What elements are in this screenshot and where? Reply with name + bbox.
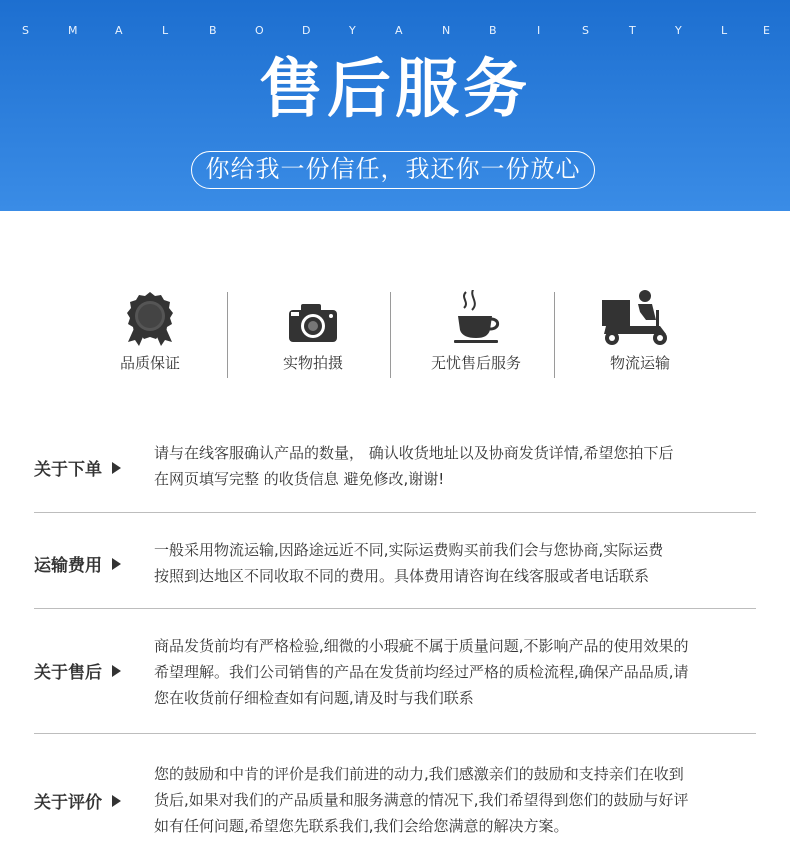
body-line: 您的鼓励和中肯的评价是我们前进的动力,我们感激亲们的鼓励和支持亲们在收到 xyxy=(154,765,684,783)
brand-letter: N xyxy=(442,24,451,37)
section-heading-text: 关于评价 xyxy=(34,793,102,813)
section-body xyxy=(154,633,754,711)
header-banner xyxy=(0,0,790,211)
brand-letter: O xyxy=(255,24,264,37)
brand-letter: M xyxy=(68,24,78,37)
brand-letter: B xyxy=(209,24,217,37)
divider xyxy=(390,292,391,378)
section-heading-text: 关于下单 xyxy=(34,460,102,480)
section-body xyxy=(154,537,754,589)
brand-letter: Y xyxy=(675,24,682,37)
body-line: 按照到达地区不同收取不同的费用。具体费用请咨询在线客服或者电话联系 xyxy=(154,567,650,585)
brand-letter: E xyxy=(763,24,770,37)
feature-photo xyxy=(233,290,393,380)
section-ordering xyxy=(34,440,756,500)
coffee-cup-icon xyxy=(396,290,556,348)
body-line: 在网页填写完整 的收货信息 避免修改,谢谢! xyxy=(154,470,445,488)
feature-label: 物流运输 xyxy=(609,354,670,372)
brand-letter: T xyxy=(629,24,636,37)
section-divider xyxy=(34,608,756,609)
divider xyxy=(227,292,228,378)
brand-letter: L xyxy=(162,24,169,37)
feature-strip xyxy=(70,290,730,380)
section-after-sales xyxy=(34,633,756,713)
body-line: 希望理解。我们公司销售的产品在发货前均经过严格的质检流程,确保产品品质,请 xyxy=(154,663,689,681)
page-title: 售后服务 xyxy=(259,53,531,127)
play-arrow-icon xyxy=(112,665,121,677)
brand-letter: L xyxy=(721,24,728,37)
section-heading xyxy=(34,455,121,480)
section-shipping-fee xyxy=(34,537,756,597)
section-divider xyxy=(34,733,756,734)
delivery-scooter-icon xyxy=(560,290,720,348)
section-heading xyxy=(34,551,121,576)
brand-letter: A xyxy=(115,24,123,37)
brand-letters xyxy=(0,24,790,40)
brand-letter: D xyxy=(302,24,311,37)
feature-label: 品质保证 xyxy=(119,354,180,372)
brand-letter: A xyxy=(395,24,403,37)
body-line: 如有任何问题,希望您先联系我们,我们会给您满意的解决方案。 xyxy=(154,817,569,835)
slogan-pill: 你给我一份信任，我还你一份放心 xyxy=(191,151,595,189)
body-line: 货后,如果对我们的产品质量和服务满意的情况下,我们希望得到您们的鼓励与好评 xyxy=(154,791,689,809)
feature-service xyxy=(396,290,556,380)
brand-letter: Y xyxy=(349,24,356,37)
brand-letter: I xyxy=(537,24,541,37)
section-heading xyxy=(34,658,121,683)
feature-quality xyxy=(70,290,230,380)
section-heading-text: 关于售后 xyxy=(34,663,102,683)
play-arrow-icon xyxy=(112,462,121,474)
divider xyxy=(554,292,555,378)
section-reviews xyxy=(34,761,756,841)
feature-shipping xyxy=(560,290,720,380)
section-divider xyxy=(34,512,756,513)
body-line: 一般采用物流运输,因路途远近不同,实际运费购买前我们会与您协商,实际运费 xyxy=(154,541,664,559)
body-line: 商品发货前均有严格检验,细微的小瑕疵不属于质量问题,不影响产品的使用效果的 xyxy=(154,637,689,655)
feature-label: 实物拍摄 xyxy=(282,354,343,372)
section-body xyxy=(154,440,754,492)
feature-label: 无忧售后服务 xyxy=(430,354,521,372)
section-heading-text: 运输费用 xyxy=(34,556,102,576)
body-line: 请与在线客服确认产品的数量， 确认收货地址以及协商发货详情,希望您拍下后 xyxy=(154,444,674,462)
play-arrow-icon xyxy=(112,558,121,570)
camera-icon xyxy=(233,290,393,348)
brand-letter: B xyxy=(489,24,497,37)
brand-letter: S xyxy=(22,24,29,37)
section-body xyxy=(154,761,754,839)
medal-icon xyxy=(70,290,230,348)
play-arrow-icon xyxy=(112,795,121,807)
body-line: 您在收货前仔细检查如有问题,请及时与我们联系 xyxy=(154,689,474,707)
section-heading xyxy=(34,788,121,813)
brand-letter: S xyxy=(582,24,589,37)
